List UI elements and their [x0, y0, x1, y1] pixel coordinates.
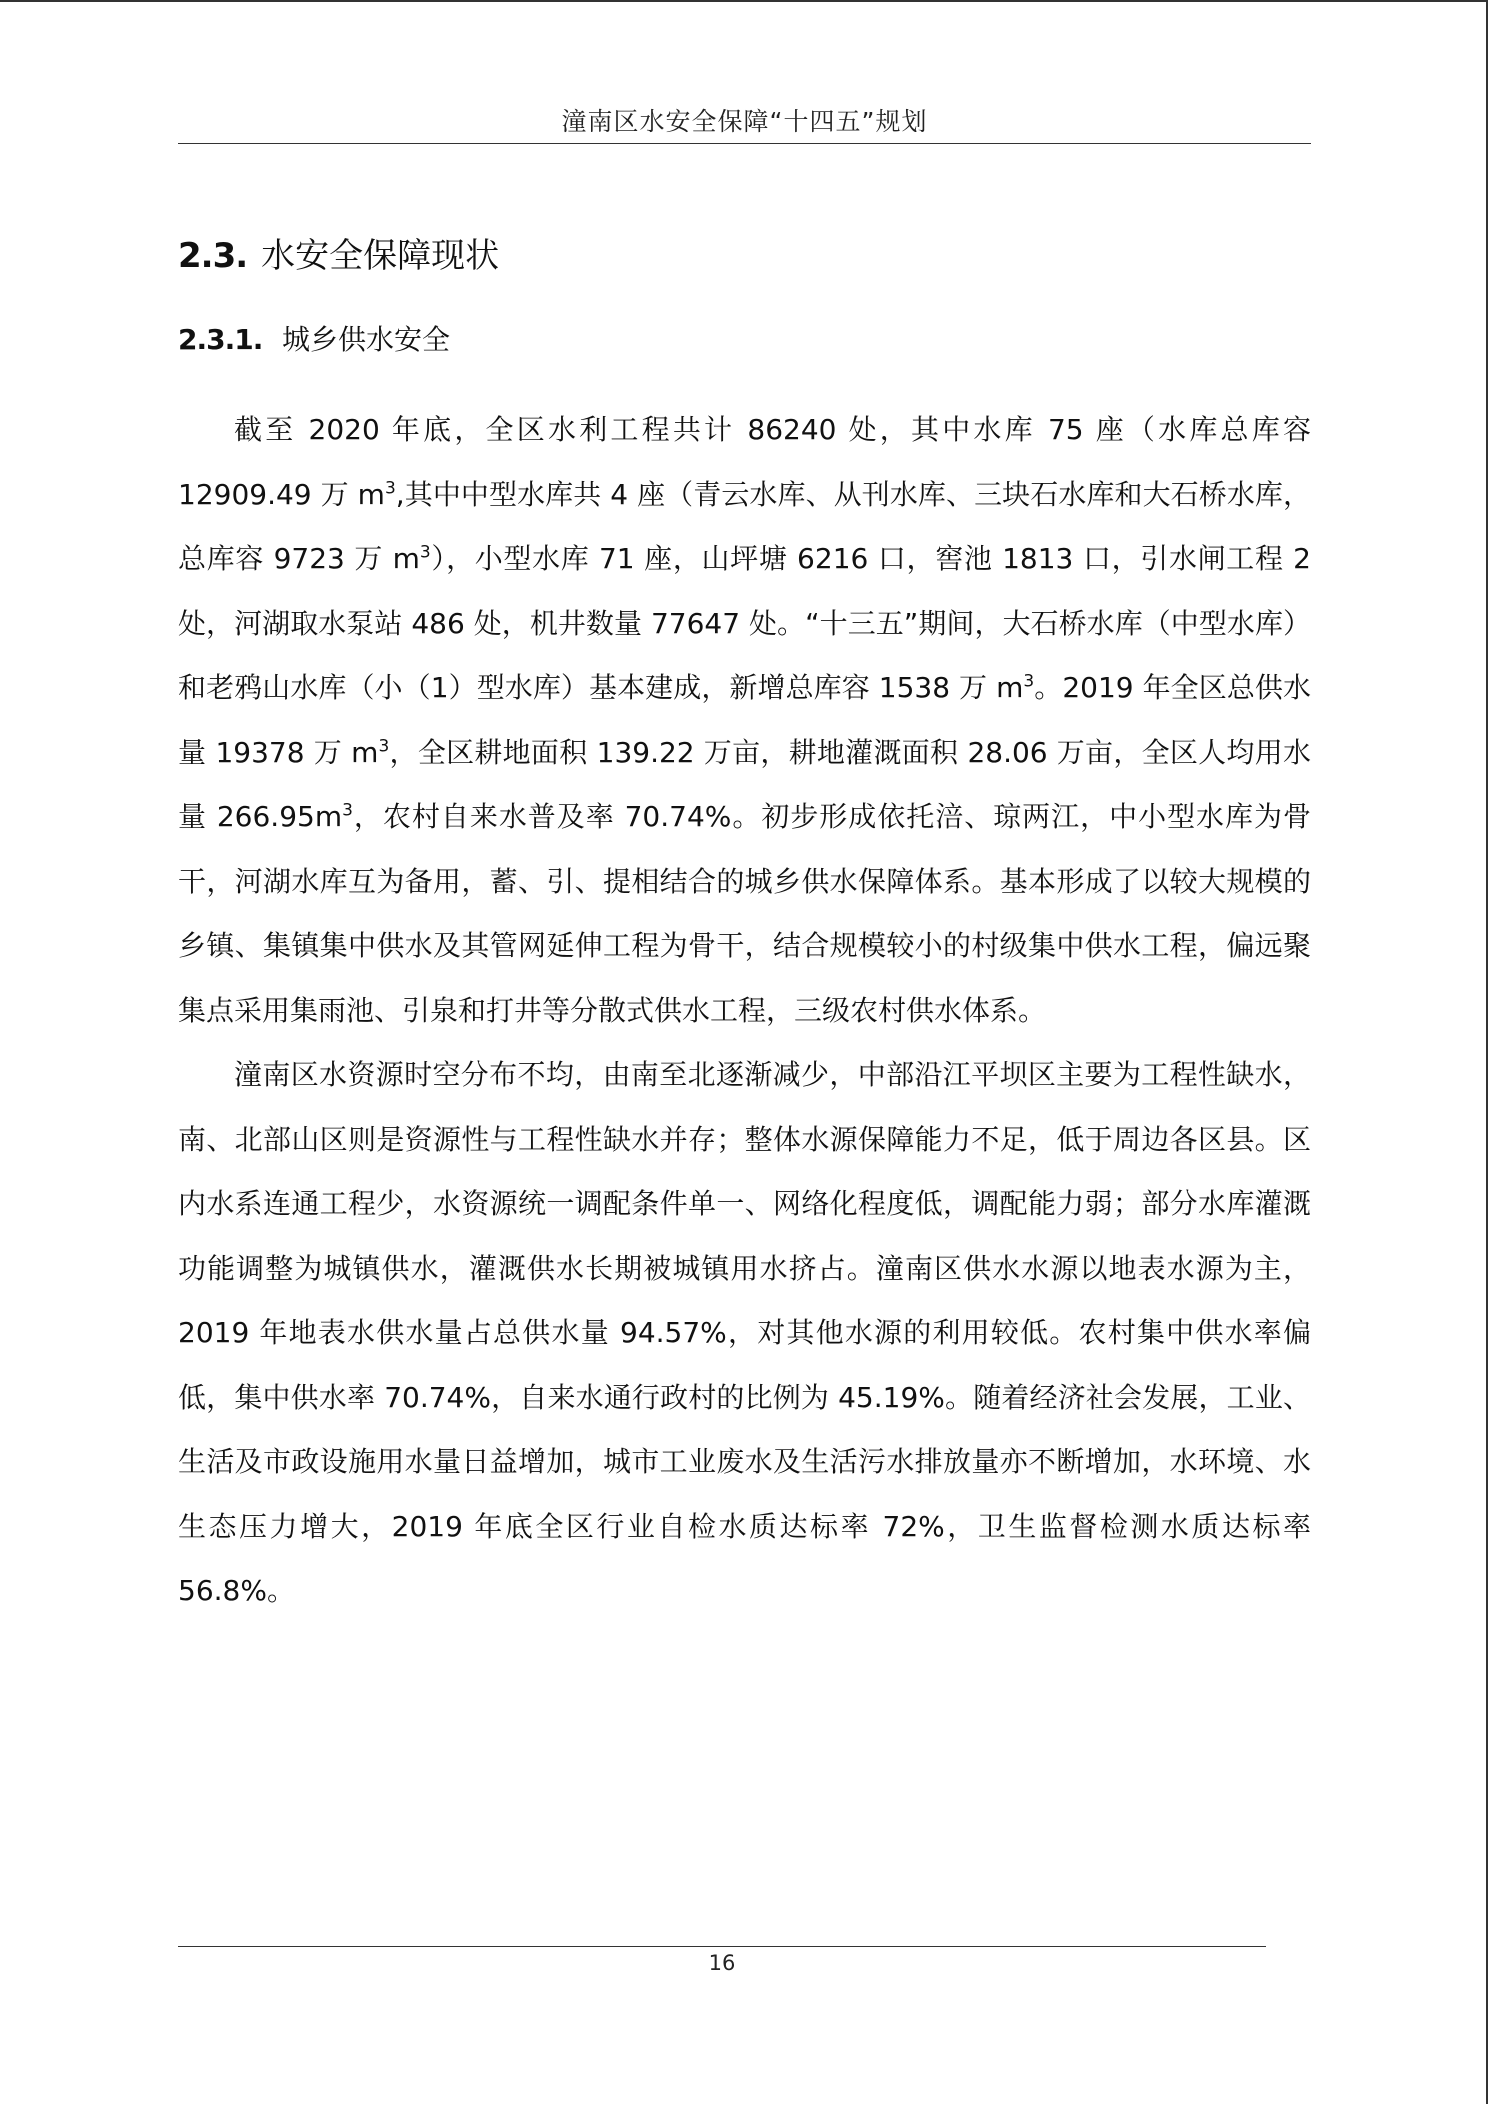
section-heading [178, 228, 499, 277]
page-border-top [0, 0, 1488, 2]
paragraph-2: 潼南区水资源时空分布不均，由南至北逐渐减少，中部沿江平坝区主要为工程性缺水，南、北部山区则是资源性与工程性缺水并存；整体水源保障能力不足，低于周边各区县。区内水系连通工程少，水资源统一调配条件单一、网络化程度低，调配能力弱；部分水库灌溉功能调整为城镇供水，灌溉供水长期被城镇用水挤占。潼南区供水水源以地表水源为主，2019 年地表水供水量占总供水量 94.57%，对其他水源的利用较低。农村集中供水率偏低，集中供水率 70.74%，自来水通行政村的比例为 45.19%。随着经济社会发展，工业、生活及市政设施用水量日益增加，城市工业废水及生活污水排放量亦不断增加，水环境、水生态压力增大，2019 年底全区行业自检水质达标率 72%，卫生监督检测水质达标率 56.8%。 [178, 1058, 1311, 1607]
superscript: 3 [384, 478, 396, 499]
running-header: 潼南区水安全保障“十四五”规划 [561, 107, 928, 136]
section-number: 2.3. [178, 236, 248, 276]
paragraph-1 [178, 398, 1311, 1043]
paragraph-1-text: 截至 2020 年底，全区水利工程共计 86240 处，其中水库 75 座（水库总库容 12909.49 万 m [178, 413, 1311, 511]
paragraph-1-text: ，农村自来水普及率 70.74%。初步形成依托涪、琼两江，中小型水库为骨干，河湖水库互为备用，蓄、引、提相结合的城乡供水保障体系。基本形成了以较大规模的乡镇、集镇集中供水及其管网延伸工程为骨干，结合规模较小的村级集中供水工程，偏远聚集点采用集雨池、引泉和打井等分散式供水工程，三级农村供水体系。 [178, 800, 1311, 1027]
body-text [178, 398, 1311, 1624]
page-number: 16 [708, 1951, 736, 1975]
paragraph-1-text: ,其中中型水库共 4 座（青云水库、从刊水库、三块石水库和大石桥水库，总库容 9723 万 m [178, 477, 1311, 575]
subsection-number: 2.3.1. [178, 323, 263, 356]
paragraph-1-text: ，全区耕地面积 139.22 万亩，耕地灌溉面积 28.06 万亩，全区人均用水量 266.95m [178, 735, 1311, 833]
paragraph-1-text: 。2019 年全区总供水量 19378 万 m [178, 671, 1311, 769]
footer-rule [178, 1946, 1266, 1947]
superscript: 3 [378, 736, 390, 757]
superscript: 3 [419, 542, 431, 563]
superscript: 3 [1023, 671, 1035, 692]
subsection-title: 城乡供水安全 [282, 323, 451, 356]
section-title: 水安全保障现状 [261, 236, 500, 276]
paragraph-1-text: ），小型水库 71 座，山坪塘 6216 口，窖池 1813 口，引水闸工程 2 处，河湖取水泵站 486 处，机井数量 77647 处。“十三五”期间，大石桥水库（中型水库）和老鸦山水库（小（1）型水库）基本建成，新增总库容 1538 万 m [178, 542, 1311, 704]
subsection-heading [178, 318, 450, 358]
header-rule [178, 143, 1311, 144]
superscript: 3 [342, 800, 353, 821]
